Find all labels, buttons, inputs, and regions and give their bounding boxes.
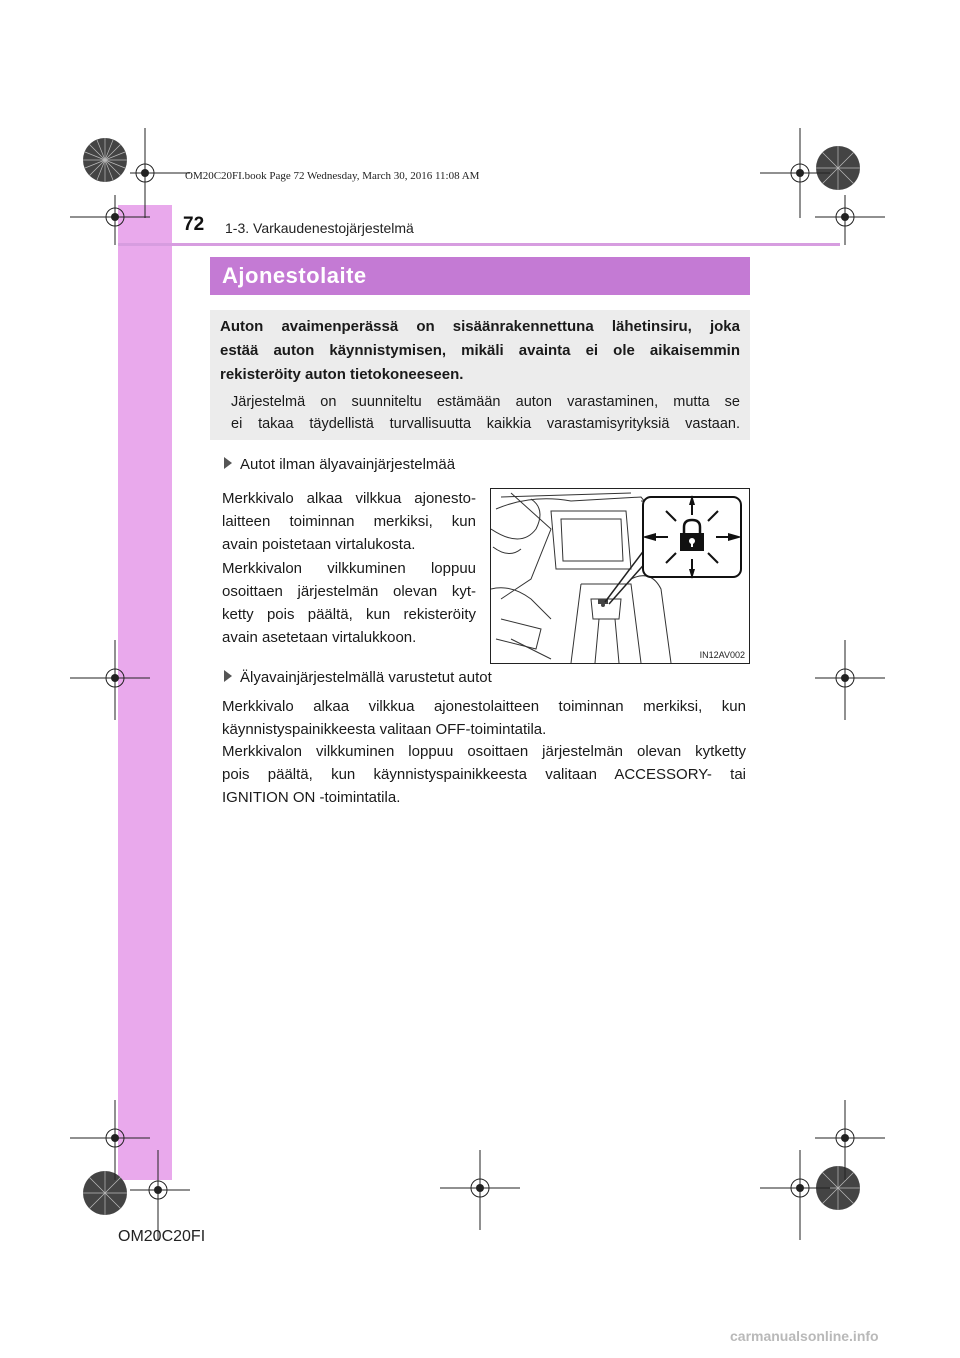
- subheading-smart-key: [224, 669, 492, 686]
- text-line: avain poistetaan virtalukosta.: [222, 536, 416, 553]
- subheading-no-smart-key: [224, 456, 455, 473]
- text-line: käynnistyspainikkeesta valitaan OFF-toimintatila.: [222, 721, 547, 738]
- text-line: Merkkivalon vilkkuminen loppuu osoittaen järjestelmän olevan kytketty: [222, 743, 746, 760]
- figure-code: IN12AV002: [699, 650, 745, 660]
- chapter-title: 1-3. Varkaudenestojärjestelmä: [225, 220, 414, 236]
- paragraph-on-mode: [222, 740, 746, 809]
- text-line: Merkkivalon vilkkuminen loppuu: [222, 560, 476, 577]
- intro-bold-line: rekisteröity auton tietokoneeseen.: [220, 366, 464, 383]
- crosshair-mark: [815, 640, 885, 720]
- intro-bold-text: [220, 315, 740, 387]
- section-banner: [210, 257, 750, 295]
- intro-box: [210, 310, 750, 440]
- dashboard-drawing: [491, 489, 749, 663]
- crosshair-mark: [70, 640, 150, 720]
- text-line: laitteen toiminnan merkiksi, kun: [222, 513, 476, 530]
- crosshair-mark: [130, 1150, 190, 1240]
- crosshair-mark: [815, 195, 885, 245]
- text-line: IGNITION ON -toimintatila.: [222, 789, 401, 806]
- watermark: carmanualsonline.info: [730, 1328, 879, 1344]
- text-line: pois päältä, kun käynnistyspainikkeesta valitaan ACCESSORY- tai: [222, 766, 746, 783]
- triangle-bullet-icon: [224, 457, 232, 469]
- intro-bold-line: estää auton käynnistymisen, mikäli avainta ei ole aikaisemmin: [220, 342, 740, 359]
- crosshair-mark: [70, 195, 150, 245]
- subheading-text: Älyavainjärjestelmällä varustetut autot: [240, 669, 492, 686]
- dashboard-illustration: [490, 488, 750, 664]
- header-rule: [118, 243, 840, 246]
- subheading-text: Autot ilman älyavainjärjestelmää: [240, 456, 456, 473]
- paragraph-off-mode: [222, 695, 746, 741]
- intro-note-line: Järjestelmä on suunniteltu estämään auton varastaminen, mutta se: [231, 394, 740, 410]
- text-line: ketty pois päältä, kun rekisteröity: [222, 606, 476, 623]
- triangle-bullet-icon: [224, 670, 232, 682]
- footer-code: OM20C20FI: [118, 1228, 206, 1245]
- file-stamp: OM20C20FI.book Page 72 Wednesday, March 30, 2016 11:08 AM: [185, 170, 480, 182]
- intro-note-line: ei takaa täydellistä turvallisuutta kaikkia varastamisyrityksiä vastaan.: [231, 416, 740, 432]
- crosshair-mark: [440, 1150, 520, 1230]
- intro-note-text: [231, 391, 740, 435]
- text-line: avain asetetaan virtalukkoon.: [222, 629, 417, 646]
- page-number: 72: [183, 214, 205, 235]
- text-line: Merkkivalo alkaa vilkkua ajonesto-: [222, 490, 476, 507]
- text-line: osoittaen järjestelmän olevan kyt-: [222, 583, 476, 600]
- intro-bold-line: Auton avaimenperässä on sisäänrakennettuna lähetinsiru, joka: [220, 318, 740, 335]
- paragraph-key-removed: [222, 487, 476, 556]
- text-line: Merkkivalo alkaa vilkkua ajonestolaitteen toiminnan merkiksi, kun: [222, 698, 746, 715]
- paragraph-key-inserted: [222, 557, 476, 649]
- section-title: Ajonestolaite: [222, 263, 367, 288]
- crosshair-mark: [760, 1150, 830, 1240]
